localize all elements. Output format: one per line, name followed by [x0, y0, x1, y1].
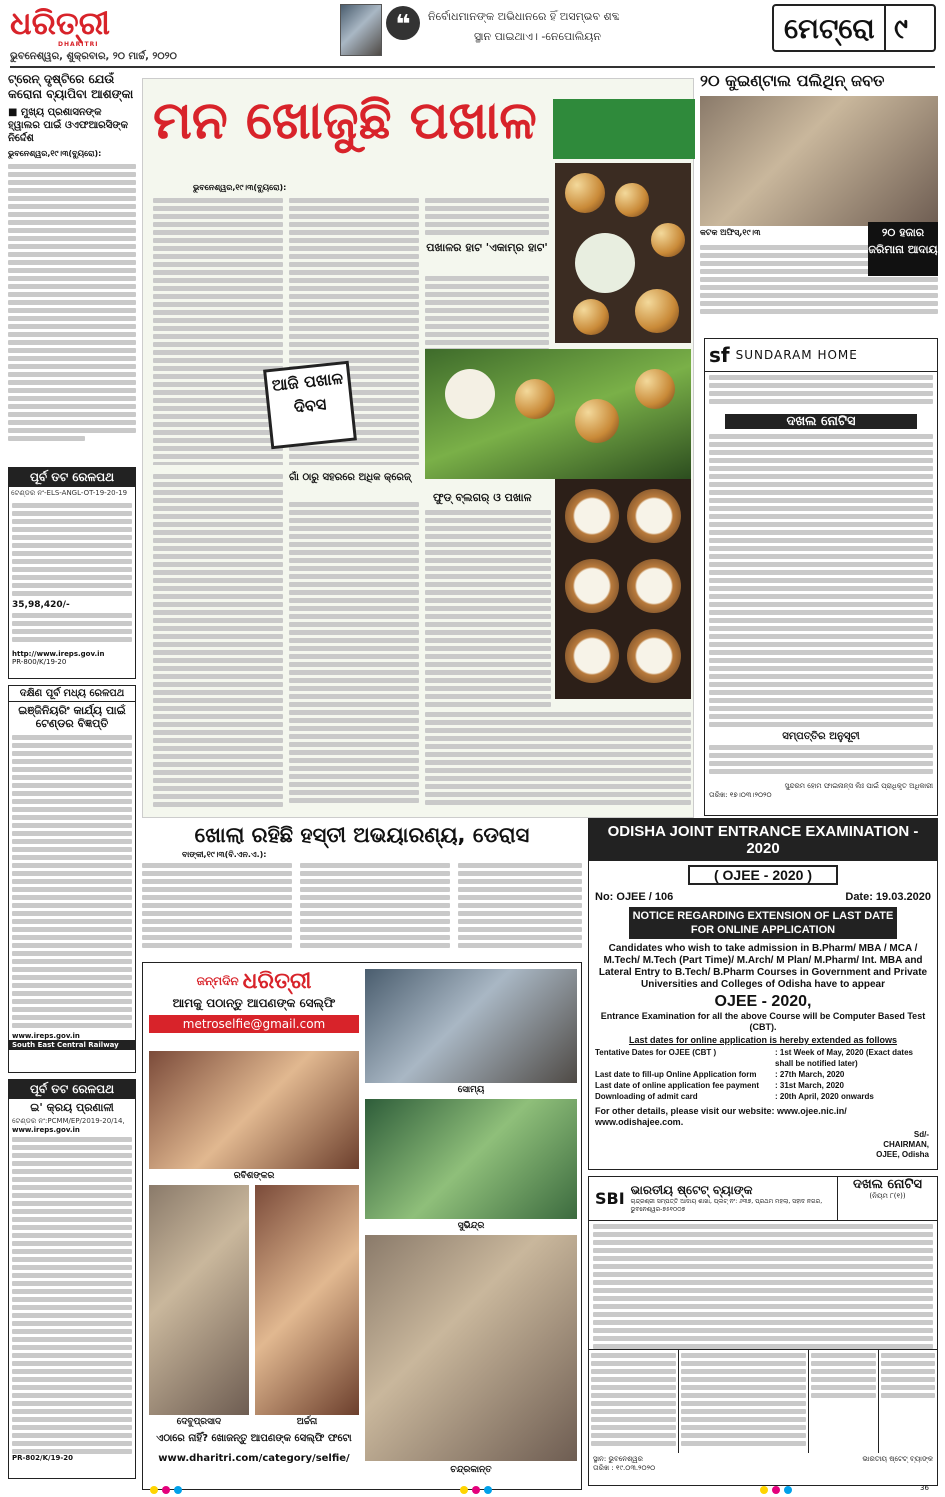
- selfie-name-3: ସୁଭିନ୍ଦ୍ର: [457, 1221, 485, 1231]
- sanctuary-col-2: [300, 860, 450, 950]
- sanctuary-dateline: ବାଙ୍କୀ,୧୯।୩(ବି.ଏନ.ଏ.):: [182, 850, 267, 859]
- ojee-row: [595, 1069, 931, 1080]
- tender3-ref: ଟେଣ୍ଡର ନଂ:PCMM/EP/2019-20/14,: [12, 1117, 125, 1125]
- registration-mark: [784, 1486, 792, 1494]
- selfie-photo-1: [149, 1051, 359, 1169]
- selfie-footer-2[interactable]: www.dharitri.com/category/selfie/: [158, 1453, 350, 1464]
- sundaram-schedule-title: ସମ୍ପତ୍ତିର ଅନୁସୂଚୀ: [782, 731, 860, 742]
- left-subhead: ■ ମୁଖ୍ୟ ପ୍ରଶାସନଙ୍କ ହ୍ୱାଲର ପାଇଁ ଓଏଫଆରସିଙ୍କ ନିର୍ଦ୍ଦେଶ: [8, 107, 128, 144]
- feature-accent: [553, 99, 695, 159]
- selfie-line: ଆମକୁ ପଠାନ୍ତୁ ଆପଣଙ୍କ ସେଲ୍ଫି: [172, 996, 336, 1010]
- tender1-body: [9, 500, 135, 600]
- sundaram-address: [705, 372, 937, 412]
- feature-badge: [263, 361, 357, 450]
- sundaram-brand: SUNDARAM HOME: [735, 348, 858, 362]
- sbi-logo: SBI: [595, 1189, 625, 1208]
- polythene-headline: ୨୦ କୁଇଣ୍ଟାଲ ପଲିଥିନ୍ ଜବତ: [700, 71, 885, 90]
- ojee-row-label: Last date to fill-up Online Application form: [595, 1070, 757, 1079]
- registration-mark: [150, 1486, 158, 1494]
- feature-sub3: ଫୁଡ୍ ବ୍ଲଗର୍ ଓ ପଖାଳ: [433, 491, 532, 504]
- sundaram-notice: [704, 338, 938, 816]
- ojee-subtitle: ( OJEE - 2020 ): [688, 865, 838, 885]
- feature-title: ମନ ଖୋଜୁଛି ପଖାଳ: [153, 90, 537, 151]
- ojee-row-label: Last date of online application fee payment: [595, 1081, 760, 1090]
- ojee-banner: [589, 819, 937, 861]
- polythene-story: [700, 70, 938, 330]
- left-dateline: ଭୁବନେଶ୍ୱର,୧୯।୩(ବ୍ୟୁରୋ):: [8, 149, 102, 158]
- tender2-subtitle: ଇଞ୍ଜିନିୟରିଂ କାର୍ଯ୍ୟ ପାଇଁ ଟେଣ୍ଡର ବିଜ୍ଞପ୍ତି: [18, 704, 126, 730]
- registration-mark: [760, 1486, 768, 1494]
- tender3-title: ପୂର୍ବ ତଟ ରେଳପଥ: [9, 1080, 135, 1099]
- tender1-ref: ଟେଣ୍ଡର ନଂ-ELS-ANGL-OT-19-20-19: [11, 489, 128, 497]
- tender-notice-1: [8, 467, 136, 679]
- sbi-table-col-3: [809, 1350, 879, 1453]
- ojee-extended: Last dates for online application is hereby extended as follows: [628, 1035, 898, 1045]
- selfie-name-2: ସୋମ୍ୟ: [457, 1085, 485, 1095]
- feature-sub2: ଗାଁ ଠାରୁ ସହରରେ ଅଧିକ କ୍ରେଜ୍: [289, 472, 411, 483]
- sanctuary-story: [142, 820, 582, 956]
- ojee-row-label: Tentative Dates for OJEE (CBT ): [595, 1048, 717, 1057]
- sbi-place: ସ୍ଥାନ: ଭୁବନେଶ୍ୱର: [593, 1455, 643, 1463]
- sanctuary-col-3: [458, 860, 582, 950]
- sbi-header: [589, 1177, 937, 1221]
- tender3-subtitle: ଇ' କ୍ରୟ ପ୍ରଣାଳୀ: [30, 1101, 114, 1114]
- ojee-notice-title: NOTICE REGARDING EXTENSION OF LAST DATE FOR ONLINE APPLICATION: [629, 907, 897, 939]
- tender1-body-2: [9, 610, 135, 650]
- ojee-sign-2: CHAIRMAN,: [883, 1140, 929, 1149]
- polythene-photo: [700, 96, 938, 226]
- tender3-code: PR-802/K/19-20: [12, 1454, 73, 1462]
- ojee-date: Date: 19.03.2020: [845, 891, 931, 903]
- logo[interactable]: [10, 5, 130, 47]
- sundaram-logo-icon: sf: [709, 343, 730, 367]
- napoleon-portrait: [340, 4, 382, 56]
- selfie-name-4: ଦେବୁପ୍ରସାଦ: [176, 1417, 222, 1427]
- tender2-footer: South East Central Railway: [9, 1040, 135, 1050]
- feature-col-4b: [425, 709, 691, 809]
- sanctuary-col-1: [142, 860, 292, 950]
- header-rule: [10, 66, 935, 68]
- selfie-section: [142, 962, 582, 1490]
- sundaram-body: [705, 431, 937, 731]
- selfie-tag: ଜନ୍ମଦିନ: [196, 974, 239, 988]
- sundaram-date: ତାରିଖ: ୧୭।୦୩।୨୦୨୦: [709, 791, 772, 799]
- ojee-row-value: : 1st Week of May, 2020 (Exact dates shall be notified later): [775, 1048, 913, 1068]
- tender2-site[interactable]: www.ireps.gov.in: [12, 1032, 80, 1040]
- ojee-row-value: : 20th April, 2020 onwards: [775, 1092, 874, 1101]
- food-photo-leaf: [425, 349, 691, 479]
- registration-mark: [162, 1486, 170, 1494]
- feature-dateline: ଭୁବନେଶ୍ୱର,୧୯।୩(ବ୍ୟୁରୋ):: [193, 183, 287, 192]
- sbi-table-col-4: [879, 1350, 937, 1453]
- page-code: 36: [920, 1484, 929, 1492]
- tender-notice-2: [8, 685, 136, 1073]
- quote-icon: ❝: [386, 6, 420, 40]
- ojee-row-value: : 31st March, 2020: [775, 1081, 844, 1090]
- ojee-no: No: OJEE / 106: [595, 891, 674, 903]
- ojee-exam: OJEE - 2020,: [714, 993, 812, 1010]
- tender3-body: [9, 1134, 135, 1454]
- sanctuary-headline: ଖୋଲା ରହିଛି ହସ୍ତୀ ଅଭୟାରଣ୍ୟ, ଡେରାସ: [194, 823, 530, 847]
- polythene-fine-badge: [868, 222, 938, 276]
- selfie-photo-3: [365, 1099, 577, 1219]
- selfie-name-5: ଅର୍ଚ୍ଚନା: [296, 1417, 318, 1427]
- sundaram-notice-title: ଦଖଲ ନୋଟିସ: [725, 414, 917, 429]
- left-article-body: [8, 161, 136, 461]
- food-photo-bowls: [555, 479, 691, 699]
- tender1-site[interactable]: http://www.ireps.gov.in: [12, 650, 105, 658]
- sbi-signer: ଭାରତୀୟ ଷ୍ଟେଟ୍ ବ୍ୟାଙ୍କ: [862, 1455, 933, 1463]
- ojee-meta: [589, 889, 937, 905]
- sbi-body: [589, 1221, 937, 1349]
- quote-line2: ସ୍ଥାନ ପାଇଥାଏ। -ନେପୋଲିୟନ: [474, 30, 601, 43]
- tender1-title: ପୂର୍ବ ତଟ ରେଳପଥ: [9, 468, 135, 487]
- sbi-notice: [588, 1176, 938, 1486]
- ojee-dates-table: [589, 1045, 937, 1104]
- sundaram-schedule: [705, 742, 937, 782]
- sbi-branch: ଚାନ୍ଦ୍ରଶ୍ରୀ ସମ୍ପତ୍ତି ଆଦାୟ ଶାଖା, ପ୍ଲଟ୍ ନଂ: ୬୩୭, ପ୍ରଥମ ମହଲା, ସହୀଦ ନଗର, ଭୁବନେଶ୍ୱର-୭୫୧୦୦୭: [630, 1198, 823, 1213]
- tender-notice-3: [8, 1079, 136, 1479]
- ojee-body: Candidates who wish to take admission in B.Pharm/ MBA / MCA / M.Tech/ M.Tech (Part Time)/ M.Arch/ M Plan/ M.Pharm/ Int. MBA and Lateral Entry to B.Tech/ B.Pharm Courses in Government and Private Universities and Colleges of Odisha have to appear: [598, 943, 928, 990]
- selfie-photo-5: [255, 1185, 359, 1415]
- print-registration-bar: [0, 1484, 945, 1494]
- ojee-row-value: : 27th March, 2020: [775, 1070, 845, 1079]
- logo-text: ଧରିତ୍ରୀ: [10, 4, 110, 42]
- ojee-website[interactable]: For other details, please visit our website: www.ojee.nic.in/ www.odishajee.com.: [595, 1106, 847, 1127]
- registration-mark: [772, 1486, 780, 1494]
- registration-mark: [460, 1486, 468, 1494]
- sbi-date: ତାରିଖ : ୧୯.୦୩.୨୦୨୦: [593, 1464, 656, 1472]
- polythene-caption: କଟକ ଅଫିସ୍,୧୯।୩: [700, 228, 761, 237]
- selfie-brand: ଧରିତ୍ରୀ: [242, 969, 312, 994]
- selfie-photo-2: [365, 969, 577, 1083]
- page-number: ୯: [894, 12, 908, 45]
- ojee-row-label: Downloading of admit card: [595, 1092, 698, 1101]
- sbi-table: [589, 1349, 937, 1453]
- ojee-row: [595, 1080, 931, 1091]
- logo-sub: DHARITRI: [58, 41, 99, 48]
- ojee-notice: [588, 818, 938, 1170]
- ojee-signature: [589, 1130, 937, 1160]
- sbi-table-col-2: [679, 1350, 809, 1453]
- section-box: [772, 4, 936, 52]
- tender1-code: PR-800/K/19-20: [12, 658, 67, 666]
- quote-line1: ନିର୍ବୋଧମାନଙ୍କ ଅଭିଧାନରେ ହିଁ ଅସମ୍ଭବ ଶବ୍ଦ: [428, 10, 620, 23]
- sundaram-footer: ସୁନ୍ଦରମ ହୋମ ଫାଇନାନ୍ସ ଲିଃ ପାଇଁ ପ୍ରାଧିକୃତ ଅଧିକାରୀ: [784, 782, 933, 790]
- sundaram-header: [705, 339, 937, 372]
- sbi-table-col-1: [589, 1350, 679, 1453]
- ojee-exam-sub: Entrance Examination for all the above Course will be Computer Based Test (CBT).: [600, 1011, 926, 1032]
- ojee-sign-3: OJEE, Odisha: [876, 1150, 929, 1159]
- food-photo-thali: [555, 163, 691, 343]
- feature-col-1: [153, 195, 283, 465]
- registration-mark: [472, 1486, 480, 1494]
- selfie-footer-1: ଏଠାରେ ନାହିଁ? ଖୋଜନ୍ତୁ ଆପଣଙ୍କ ସେଲ୍ଫି ଫଟୋ: [156, 1433, 352, 1444]
- feature-col-2b: [289, 499, 419, 809]
- left-column: [8, 72, 136, 1492]
- feature-pakhala: [142, 78, 694, 818]
- sbi-bank: ଭାରତୀୟ ଷ୍ଟେଟ୍ ବ୍ୟାଙ୍କ: [630, 1183, 753, 1197]
- polythene-fine: ୨୦ ହଜାର ଜରିମାନା ଆଦାୟ: [868, 226, 938, 256]
- selfie-photo-6: [365, 1235, 577, 1461]
- ojee-row: [595, 1047, 931, 1069]
- selfie-name-6: ଚନ୍ଦ୍ରକାନ୍ତ: [450, 1465, 492, 1475]
- tender2-body: [9, 732, 135, 1032]
- feature-col-3b: [425, 507, 551, 707]
- ojee-title: ODISHA JOINT ENTRANCE EXAMINATION - 2020: [607, 823, 919, 857]
- section-divider: [884, 6, 886, 50]
- masthead: [0, 0, 945, 68]
- tender1-figure: 35,98,420/-: [12, 600, 70, 610]
- selfie-email[interactable]: metroselfie@gmail.com: [149, 1015, 359, 1033]
- feature-badge-text: ଆଜି ପଖାଳ ଦିବସ: [271, 368, 344, 417]
- selfie-brand-row: [149, 969, 359, 994]
- ojee-row: [595, 1091, 931, 1102]
- sbi-notice-title: ଦଖଲ ନୋଟିସ: [853, 1176, 922, 1192]
- selfie-name-1: ରବିଶଙ୍କର: [233, 1171, 275, 1181]
- feature-col-3-top: [425, 195, 549, 239]
- section-title: ମେଟ୍ରୋ: [784, 12, 875, 45]
- tender2-title: ଦକ୍ଷିଣ ପୂର୍ବ ମଧ୍ୟ ରେଳପଥ: [9, 686, 135, 702]
- selfie-photo-4: [149, 1185, 249, 1415]
- dateline: ଭୁବନେଶ୍ୱର, ଶୁକ୍ରବାର, ୨୦ ମାର୍ଚ୍ଚ, ୨୦୨୦: [10, 51, 177, 62]
- tender3-site[interactable]: www.ireps.gov.in: [12, 1126, 80, 1134]
- selfie-header: [149, 969, 359, 1045]
- registration-mark: [174, 1486, 182, 1494]
- registration-mark: [484, 1486, 492, 1494]
- feature-sub1: ପଖାଳର ହାଟ 'ଏକାମ୍ର ହାଟ': [426, 241, 548, 254]
- sbi-rule: (ନିୟମ ୮(୧)): [869, 1191, 906, 1200]
- ojee-sign-1: Sd/-: [913, 1130, 929, 1139]
- left-headline: ଟ୍ରେନ୍ ଦୃଷ୍ଟିରେ ଯେଉଁ କରୋନା ବ୍ୟାପିବା ଆଶଙ୍କା: [8, 72, 134, 101]
- feature-col-1b: [153, 471, 283, 809]
